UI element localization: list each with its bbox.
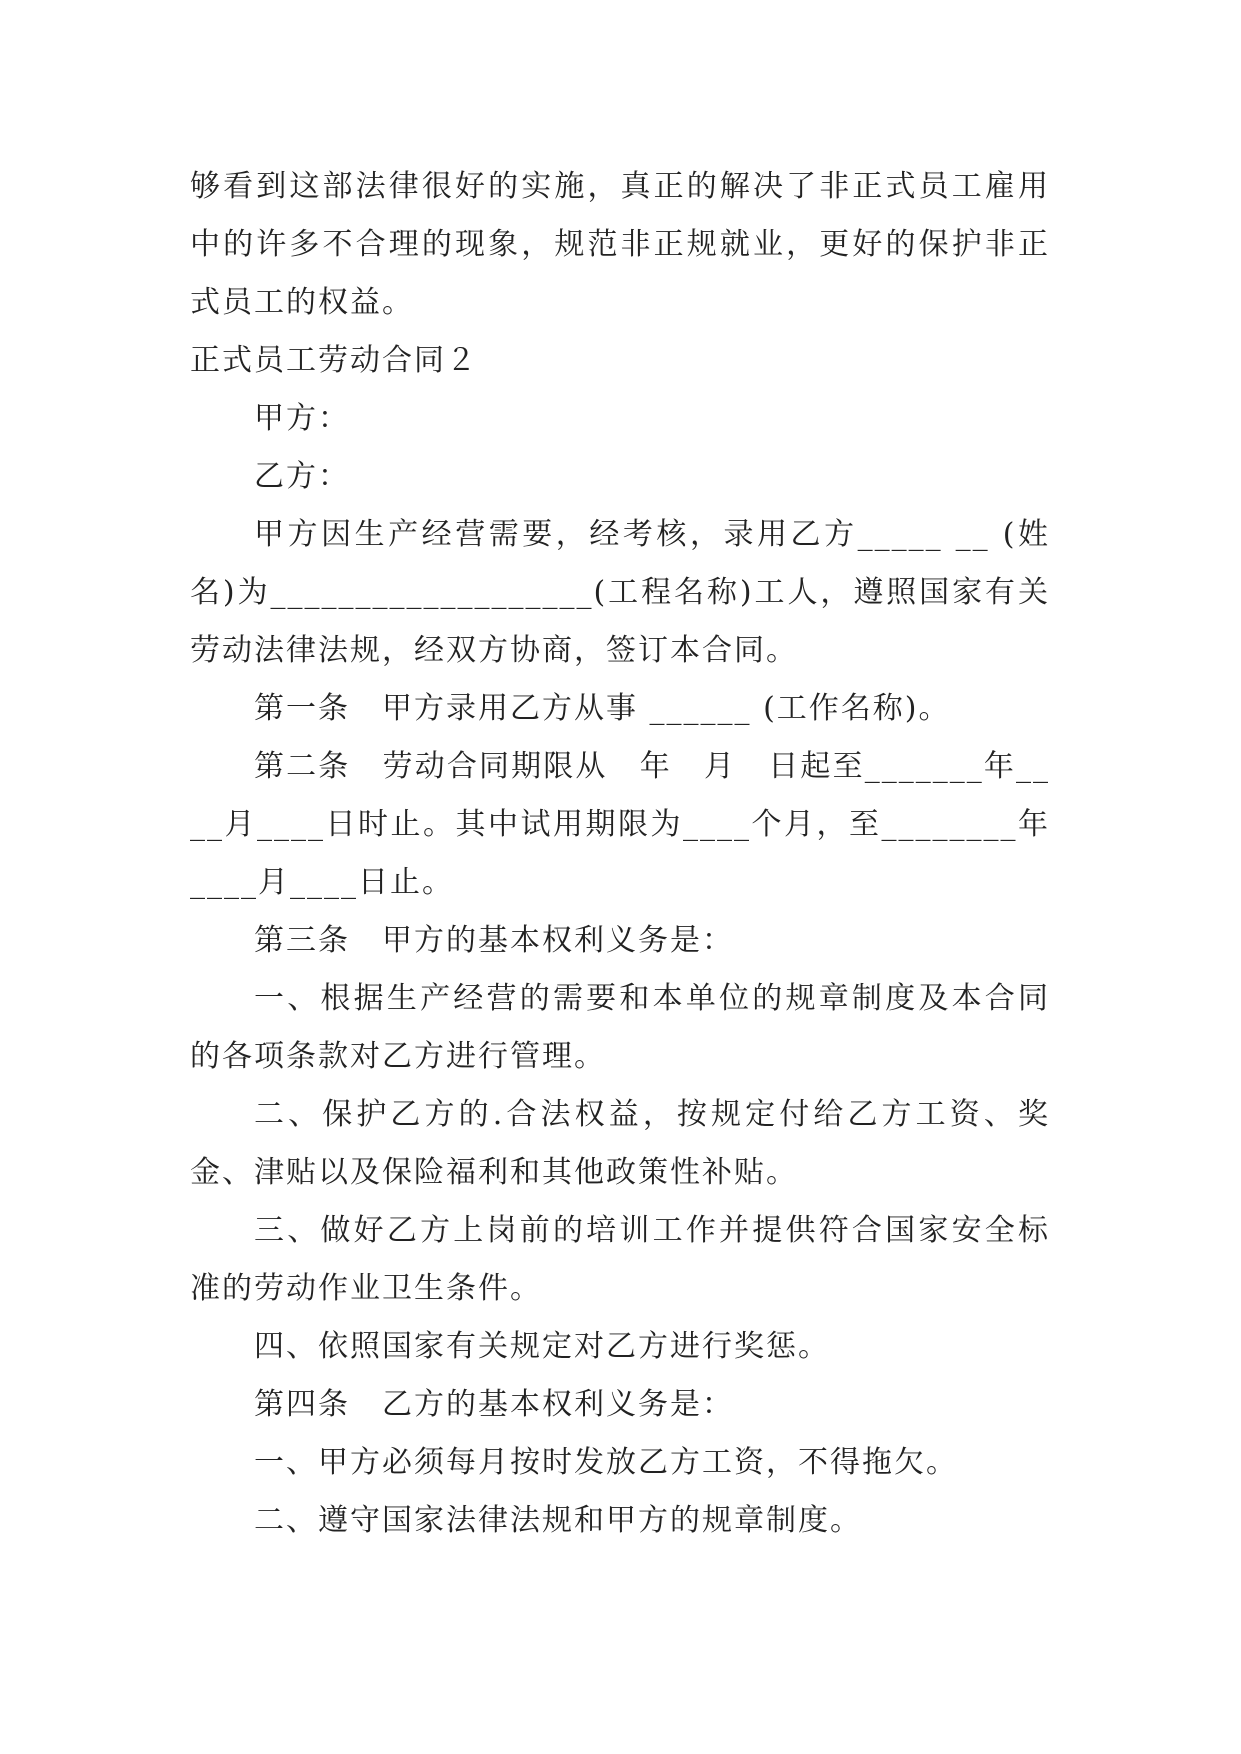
article-4-item-2: 二、遵守国家法律法规和甲方的规章制度。 bbox=[254, 1503, 862, 1538]
article-4-item-1: 一、甲方必须每月按时发放乙方工资，不得拖欠。 bbox=[254, 1445, 958, 1480]
article-4-heading: 第四条 乙方的基本权利义务是： bbox=[254, 1387, 734, 1422]
document-body bbox=[190, 158, 1050, 1550]
preamble-paragraph: 甲方因生产经营需要，经考核，录用乙方_____ __ (姓名)为___________________(工程名称)工人，遵照国家有关劳动法律法规，经双方协商，签订本合同。 bbox=[190, 517, 1050, 668]
intro-closing-paragraph: 够看到这部法律很好的实施，真正的解决了非正式员工雇用中的许多不合理的现象，规范非正规就业，更好的保护非正式员工的权益。 bbox=[190, 169, 1050, 320]
article-1: 第一条 甲方录用乙方从事 ______ (工作名称)。 bbox=[254, 691, 951, 726]
article-3-item-2: 二、保护乙方的.合法权益，按规定付给乙方工资、奖金、津贴以及保险福利和其他政策性补贴。 bbox=[190, 1097, 1050, 1190]
article-3-item-1: 一、根据生产经营的需要和本单位的规章制度及本合同的各项条款对乙方进行管理。 bbox=[190, 981, 1050, 1074]
article-2: 第二条 劳动合同期限从 年 月 日起至_______年____月____日时止。其中试用期限为____个月，至________年____月____日止。 bbox=[190, 749, 1050, 900]
contract-title: 正式员工劳动合同２ bbox=[190, 343, 478, 378]
article-3-item-4: 四、依照国家有关规定对乙方进行奖惩。 bbox=[254, 1329, 830, 1364]
article-3-heading: 第三条 甲方的基本权利义务是： bbox=[254, 923, 734, 958]
article-3-item-3: 三、做好乙方上岗前的培训工作并提供符合国家安全标准的劳动作业卫生条件。 bbox=[190, 1213, 1050, 1306]
party-b-line: 乙方： bbox=[254, 459, 350, 494]
party-a-line: 甲方： bbox=[254, 401, 350, 436]
